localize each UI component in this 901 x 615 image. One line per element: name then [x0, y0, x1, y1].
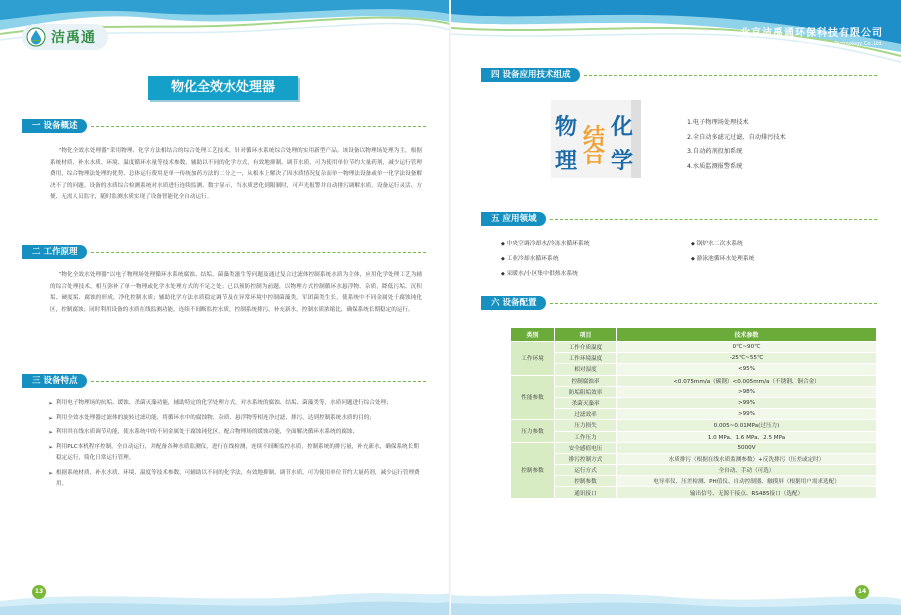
- principle-paragraph: “物化全效水处理器”以电子物理场处理循环水系统腐蚀、结垢、菌藻类滋生等问题及通过复合过滤体控制系统水质为主体，应用化学处理工艺为辅的综合处理技术，相互弥补了单一物理或化学水处理方式的不足之处；已以预防控制为前题，以物理方式控制循环水悬浮物、杂质，降低污垢、沉积垢、硬度垢、腐蚀的形成，净化控制水质；辅助化学方法水质稳定调节及在异常环境中控制菌藻类，军团菌类生长，使系统中不同金属处于腐蚀钝化区，控制腐蚀；同时利用设备的水质在线监测功能，连续不间断监控水质，控制系统排污，补充新水，控制水质浓缩比，确保系统长期稳定的运行。: [50, 272, 422, 313]
- section-tech-header: [481, 68, 877, 82]
- overview-text: [50, 146, 422, 204]
- list-item: ◆ 工业冷却水循环系统: [501, 253, 691, 262]
- list-item: [48, 427, 424, 439]
- footer-wave: [0, 575, 450, 615]
- list-item: 1.电子物理场处理技术: [687, 119, 749, 126]
- item-cell: 运行方式: [555, 465, 617, 476]
- footer-wave: [451, 575, 901, 615]
- left-page: [0, 0, 450, 615]
- dashed-divider: [91, 126, 426, 127]
- feature-text: 根据系统材质、补水水质、环境、温度等技术参数，可辅助以不同的化学法，有效地抑制、调节水质，可为使用单位节约大量药剂，减少运行管理费用。: [56, 469, 420, 487]
- category-cell: 控制参数: [511, 442, 555, 498]
- table-header-row: [511, 328, 877, 342]
- principle-text: [50, 270, 422, 316]
- item-cell: 工作压力: [555, 431, 617, 442]
- list-item: ◆ 中央空调冷却水/冷冻水循环系统: [501, 238, 691, 247]
- category-cell: 工作环境: [511, 342, 555, 376]
- logo-char: 结: [583, 125, 606, 150]
- value-cell: <0.075mm/a（碳钢）<0.005mm/a（不锈钢、铜合金）: [617, 375, 877, 386]
- applications-list: [501, 238, 831, 277]
- dashed-divider: [91, 252, 426, 253]
- logo-char: 理: [555, 149, 578, 174]
- arrow-icon: ➢: [48, 414, 54, 422]
- item-cell: 控制参数: [555, 476, 617, 487]
- section-features-title: 三 设备特点: [22, 374, 87, 388]
- page-number-right: 14: [855, 585, 869, 599]
- dashed-divider: [91, 381, 426, 382]
- feature-text: 利用全效水处理器过滤体的旋转过滤功能，将循环水中的腐蚀物、杂质、悬浮物等相连净过滤，排污，达到控制系统水质的目的；: [56, 414, 375, 421]
- list-item: 2.全自动多滤元过滤、自动排污技术: [687, 133, 786, 141]
- table-row: [511, 386, 877, 397]
- list-item: [48, 442, 424, 465]
- dashed-divider: [550, 219, 877, 220]
- section-config-header: [481, 296, 877, 310]
- item-cell: 工作介质温度: [555, 342, 617, 353]
- list-item: ◆ 采暖水/小区集中供热水系统: [501, 268, 691, 277]
- value-cell: 0.005~0.01MPa(过压力): [617, 420, 877, 431]
- item-cell: 压力损失: [555, 420, 617, 431]
- brand-logo: [22, 24, 108, 50]
- dashed-divider: [584, 75, 877, 76]
- item-cell: 安全感值电压: [555, 442, 617, 453]
- category-cell: 性能参数: [511, 375, 555, 420]
- item-cell: 控制腐蚀率: [555, 375, 617, 386]
- value-cell: 水质排污（根据在线水质监测参数）+反洗排污（压差或定时）: [617, 453, 877, 464]
- section-overview-title: 一 设备概述: [22, 119, 87, 133]
- value-cell: >98%: [617, 386, 877, 397]
- table-row: [511, 431, 877, 442]
- value-cell: >99%: [617, 397, 877, 408]
- page-title: 物化全效水处理器: [148, 76, 298, 100]
- table-row: [511, 397, 877, 408]
- table-row: [511, 487, 877, 498]
- value-cell: -25℃~55℃: [617, 353, 877, 364]
- page-number-left: 13: [32, 585, 46, 599]
- company-name-en: Beijing Bessybase Environmental Protection Technology Co.,Ltd.: [722, 41, 883, 47]
- list-item: [48, 413, 424, 425]
- section-tech-title: 四 设备应用技术组成: [481, 68, 580, 82]
- value-cell: 输出信号、无源干接点、RS485接口（选配）: [617, 487, 877, 498]
- right-page: [451, 0, 901, 615]
- value-cell: 1.0 MPa、1.6 MPa、2.5 MPa: [617, 431, 877, 442]
- category-cell: 压力参数: [511, 420, 555, 442]
- table-row: [511, 442, 877, 453]
- table-row: [511, 342, 877, 353]
- item-cell: 相对湿度: [555, 364, 617, 375]
- list-item: ◆ 锅炉水二次水系统: [691, 238, 831, 247]
- value-cell: 全自动、手动（可选）: [617, 465, 877, 476]
- arrow-icon: ➢: [48, 400, 54, 407]
- table-row: [511, 364, 877, 375]
- tech-list: [687, 116, 786, 174]
- list-item: ◆ 游泳池循环水处理系统: [691, 253, 831, 262]
- water-drop-logo-icon: [26, 27, 46, 47]
- value-cell: 5000V: [617, 442, 877, 453]
- section-features-header: [22, 374, 426, 388]
- overview-paragraph: “物化全效水处理器”采用物理、化学方法相结合的综合处理工艺技术，针对循环水系统综合处理的实用新型产品。该设备以物理场处理为主，根据系统材质、补水水质、环境、温度循环水量等技术参数，辅助以不同的化学方式，有效地抑制、调节水质，可为使用单位节约大量药剂，减少运行管理费用，综合物理法处理的优势，总体运行费用是单一传统加药方法的二分之一，从根本上解决了因水质情况复杂而单一物理法设备或单一化学法设备解决不了的问题。设备的水质综合检测系统对水质进行连续监测、数字显示，当水质恶化到限制时，可声光报警并自动排污调解水质，设备运行灵活、方便、无需人员监守，随时监测水质实现了设备智能化全自动运行。: [50, 148, 422, 200]
- value-cell: 电导率仪、压差检测、PH值仪、自动控制器、触摸屏（根据用户需求选配）: [617, 476, 877, 487]
- list-item: [48, 468, 424, 491]
- feature-text: 利用电子物理场的抗垢、缓蚀、杀菌灭藻功能，辅助特定的化学处理方式，对水系统的腐蚀、结垢、菌藻类等，水质问题进行综合处理；: [56, 400, 392, 406]
- table-row: [511, 465, 877, 476]
- arrow-icon: ➢: [48, 443, 54, 451]
- table-row: [511, 375, 877, 386]
- item-cell: 过滤效率: [555, 409, 617, 420]
- section-config-title: 六 设备配置: [481, 296, 546, 310]
- table-row: [511, 409, 877, 420]
- brand-name: 洁禹通: [51, 30, 96, 46]
- value-cell: >99%: [617, 409, 877, 420]
- item-cell: 排污控制方式: [555, 453, 617, 464]
- logo-char: 合: [583, 143, 606, 168]
- feature-text: 利用PLC本机程序控制，全自动运行，并配备各种水质监测仪，进行在线检测，连续不间断监控水质，控制系统的排污量，补充新水，确保系统长期稳定运行，简化日常运行管理。: [56, 443, 419, 461]
- list-item: [48, 398, 424, 410]
- list-item: 4.水质监测报警系统: [687, 162, 743, 170]
- arrow-icon: ➢: [48, 429, 54, 436]
- item-cell: 防垢阻垢效率: [555, 386, 617, 397]
- section-applications-title: 五 应用领域: [481, 212, 546, 226]
- section-applications-header: [481, 212, 877, 226]
- section-principle-title: 二 工作原理: [22, 245, 87, 259]
- feature-text: 利用其在线水质调节功能，使水系统中的不同金属处于腐蚀钝化区，配合物理场的缓蚀功能，全面解决循环水系统的腐蚀；: [56, 429, 359, 435]
- company-name: [723, 24, 883, 47]
- logo-char: 学: [611, 149, 634, 174]
- arrow-icon: ➢: [48, 469, 54, 477]
- list-item: 3.自动药剂投加系统: [687, 148, 743, 155]
- item-cell: 杀菌灭藻率: [555, 397, 617, 408]
- column-header: 类别: [511, 328, 555, 342]
- item-cell: 工作环境温度: [555, 353, 617, 364]
- column-header: 项目: [555, 328, 617, 342]
- section-overview-header: [22, 119, 426, 133]
- table-row: [511, 453, 877, 464]
- logo-char: 化: [611, 115, 634, 140]
- table-row: [511, 420, 877, 431]
- table-row: [511, 476, 877, 487]
- company-name-cn: 北京洁禹通环保科技有限公司: [740, 28, 883, 39]
- value-cell: 0℃~90℃: [617, 342, 877, 353]
- dashed-divider: [550, 303, 877, 304]
- column-header: 技术参数: [617, 328, 877, 342]
- value-cell: <95%: [617, 364, 877, 375]
- features-list: [48, 398, 424, 494]
- table-row: [511, 353, 877, 364]
- physics-chemistry-logo: [551, 100, 641, 178]
- logo-char: 物: [555, 115, 578, 140]
- config-table: [510, 327, 877, 499]
- section-principle-header: [22, 245, 426, 259]
- item-cell: 通讯接口: [555, 487, 617, 498]
